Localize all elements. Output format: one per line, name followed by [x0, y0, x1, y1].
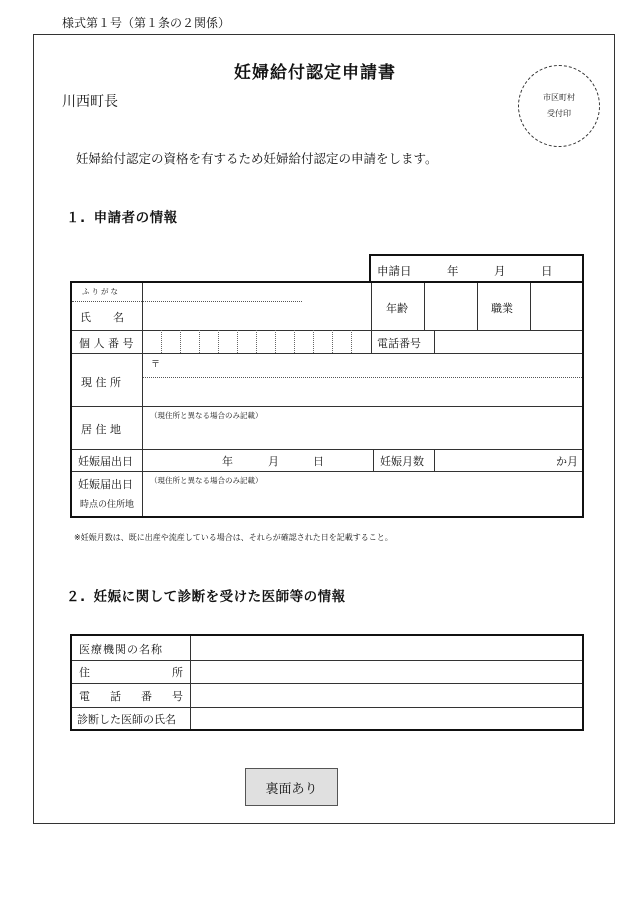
medical-phone-field[interactable] [192, 685, 582, 706]
stamp-line2: 受付印 [547, 109, 571, 118]
line-m3 [72, 707, 582, 708]
medical-phone-label-c: 番 [141, 690, 152, 703]
residence-field[interactable] [144, 408, 582, 448]
line-months-value-col [434, 449, 435, 471]
report-year-label: 年 [222, 455, 233, 468]
pregnancy-report-date-label: 妊娠届出日 [78, 455, 133, 468]
section1-heading [66, 206, 178, 226]
application-year-label: 年 [447, 264, 459, 278]
report-address-label-line1: 妊娠届出日 [78, 478, 133, 491]
line-m1 [72, 660, 582, 661]
line-row3 [72, 353, 582, 354]
medical-address-label-a: 住 [79, 666, 90, 679]
line-age-col [371, 283, 372, 330]
months-unit: か月 [556, 455, 578, 468]
pregnancy-report-date-field[interactable] [144, 451, 372, 470]
line-furigana [72, 301, 302, 302]
pregnancy-months-label: 妊娠月数 [380, 455, 424, 468]
line-phone-col [371, 330, 372, 353]
line-months-col [373, 449, 374, 471]
section1-number: １. [66, 210, 86, 226]
line-row6 [72, 471, 582, 472]
line-row5 [72, 449, 582, 450]
application-date-row[interactable] [369, 254, 584, 282]
name-label: 氏 名 [80, 311, 124, 324]
residence-label: 居 住 地 [81, 423, 121, 436]
line-age-value-col [424, 283, 425, 330]
doctor-name-label: 診断した医師の氏名 [77, 713, 176, 726]
occupation-field[interactable] [532, 284, 582, 329]
section1-title: 申請者の情報 [93, 210, 178, 226]
applicant-table [70, 281, 584, 518]
institution-label: 医療機関の名称 [79, 643, 163, 656]
form-number: 様式第１号（第１条の２関係） [62, 16, 231, 30]
report-day-label: 日 [313, 455, 324, 468]
pregnancy-months-field[interactable] [436, 451, 554, 470]
medical-phone-label-b: 話 [110, 690, 121, 703]
furigana-field[interactable] [144, 284, 370, 300]
institution-field[interactable] [192, 637, 582, 659]
personal-number-label: 個 人 番 号 [79, 337, 134, 350]
personal-number-field[interactable] [144, 332, 370, 352]
current-address-label: 現 住 所 [81, 376, 121, 389]
postal-mark: 〒 [151, 360, 161, 370]
application-month-label: 月 [494, 264, 506, 278]
pregnancy-months-note: ※妊娠月数は、既に出産や流産している場合は、それらが確認された日を記載すること。 [74, 533, 393, 542]
medical-phone-label-d: 号 [172, 690, 183, 703]
medical-table [70, 634, 584, 731]
stamp-line1: 市区町村 [543, 93, 575, 102]
furigana-label: ふりがな [82, 287, 120, 296]
phone-label: 電話番号 [377, 337, 421, 350]
line-phone-value-col [434, 330, 435, 353]
medical-address-label-b: 所 [172, 666, 183, 679]
report-address-field[interactable] [144, 473, 582, 516]
medical-address-field[interactable] [192, 662, 582, 682]
occupation-label: 職業 [491, 302, 513, 315]
line-m-label-col [190, 636, 191, 729]
age-field[interactable] [426, 284, 476, 329]
doctor-name-field[interactable] [192, 709, 582, 729]
medical-phone-label-a: 電 [79, 690, 90, 703]
report-month-label: 月 [268, 455, 279, 468]
line-row4 [72, 406, 582, 407]
intro-text: 妊婦給付認定の資格を有するため妊婦給付認定の申請をします。 [76, 151, 438, 166]
report-address-label-line2: 時点の住所地 [80, 500, 135, 510]
section2-number: ２. [66, 589, 86, 605]
current-address-field[interactable] [144, 355, 582, 405]
age-label: 年齢 [386, 302, 408, 315]
section2-heading [66, 585, 346, 605]
application-date-label: 申請日 [377, 264, 412, 278]
section2-title: 妊娠に関して診断を受けた医師等の情報 [93, 589, 346, 605]
line-label-col [142, 283, 143, 516]
name-field[interactable] [144, 303, 370, 329]
recipient: 川西町長 [62, 94, 118, 110]
back-side-button[interactable]: 裏面あり [245, 768, 338, 806]
line-row2 [72, 330, 582, 331]
line-occupation-value-col [530, 283, 531, 330]
line-m2 [72, 683, 582, 684]
residence-note: （現住所と異なる場合のみ記載） [150, 411, 263, 420]
page-title: 妊婦給付認定申請書 [234, 63, 396, 83]
report-address-note: （現住所と異なる場合のみ記載） [150, 476, 263, 485]
line-occupation-col [477, 283, 478, 330]
phone-field[interactable] [436, 332, 582, 352]
application-day-label: 日 [541, 264, 553, 278]
reception-stamp [518, 65, 600, 147]
